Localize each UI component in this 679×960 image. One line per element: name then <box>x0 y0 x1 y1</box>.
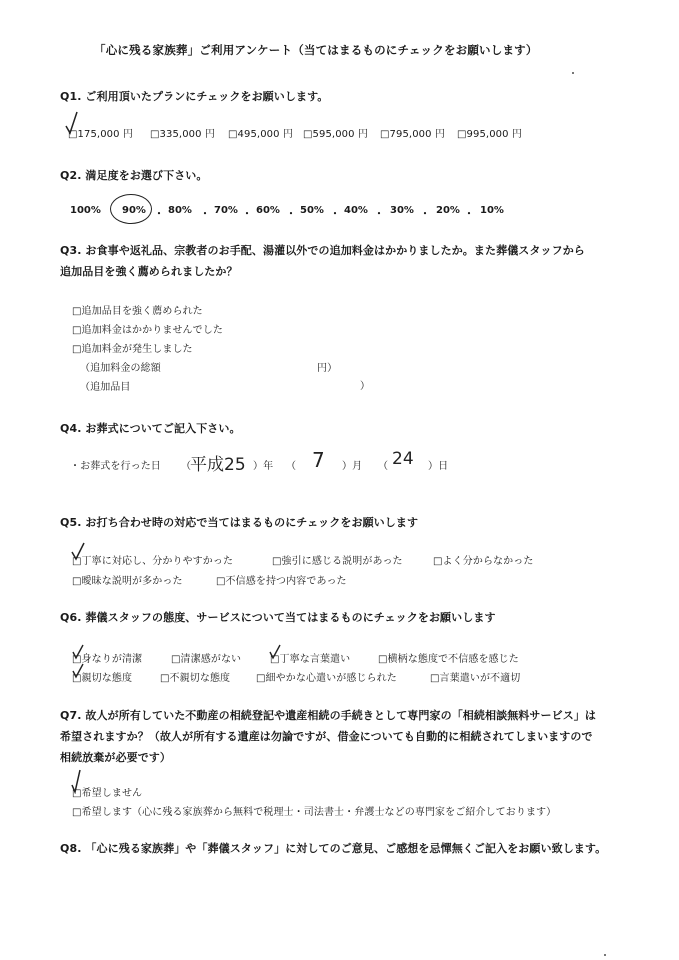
q4-handwritten-day[interactable]: 24 <box>392 449 414 469</box>
survey-title: 「心に残る家族葬」ご利用アンケート（当てはまるものにチェックをお願いします） <box>94 43 538 57</box>
q1-option-595000[interactable]: □595,000 円 <box>303 129 368 140</box>
q4-paren-open-year: （ <box>181 461 192 472</box>
q6-option-attentive[interactable]: □細やかな心遣いが感じられた <box>256 673 397 684</box>
q2-scale-80[interactable]: 80% <box>168 205 192 216</box>
q3-total-unit: 円） <box>317 363 338 374</box>
q6-option-clean-appearance[interactable]: □身なりが清潔 <box>72 654 143 665</box>
q5-option-polite-clear[interactable]: □丁寧に対応し、分かりやすかった <box>72 556 234 567</box>
q3-total-label: （追加料金の総額 <box>80 363 161 374</box>
q4-date-label: ・お葬式を行った日 <box>70 461 161 472</box>
scan-speck <box>572 72 574 74</box>
q1-option-495000[interactable]: □495,000 円 <box>228 129 293 140</box>
q3-question-line2: 追加品目を強く薦められましたか？ <box>60 265 238 278</box>
q5-option-pushy[interactable]: □強引に感じる説明があった <box>272 556 403 567</box>
q6-option-arrogant[interactable]: □横柄な態度で不信感を感じた <box>378 654 519 665</box>
q2-separator: ・ <box>420 209 430 220</box>
q2-separator: ・ <box>154 209 164 220</box>
q4-handwritten-year[interactable]: 平成25 <box>190 455 246 475</box>
q7-option-decline[interactable]: □希望しません <box>72 788 143 799</box>
q2-question: Q2. 満足度をお選び下さい。 <box>60 169 208 182</box>
scan-speck <box>604 954 606 956</box>
q2-scale-60[interactable]: 60% <box>256 205 280 216</box>
q2-separator: ・ <box>374 209 384 220</box>
q2-separator: ・ <box>330 209 340 220</box>
q3-option-no-extra-fee[interactable]: □追加料金はかかりませんでした <box>72 325 223 336</box>
q3-option-pushed-items[interactable]: □追加品目を強く薦められた <box>72 306 203 317</box>
q4-paren-open-month: （ <box>286 461 297 472</box>
q6-question: Q6. 葬儀スタッフの態度、サービスについて当てはまるものにチェックをお願いします <box>60 611 496 624</box>
q2-scale-90[interactable]: 90% <box>122 205 146 216</box>
q6-option-unkind[interactable]: □不親切な態度 <box>160 673 231 684</box>
q5-option-distrust[interactable]: □不信感を持つ内容であった <box>216 576 347 587</box>
q6-option-kind-attitude[interactable]: □親切な態度 <box>72 673 133 684</box>
q2-scale-30[interactable]: 30% <box>390 205 414 216</box>
q2-scale-50[interactable]: 50% <box>300 205 324 216</box>
q2-scale-20[interactable]: 20% <box>436 205 460 216</box>
q1-option-995000[interactable]: □995,000 円 <box>457 129 522 140</box>
q4-question: Q4. お葬式についてご記入下さい。 <box>60 422 241 435</box>
q7-question-line2: 希望されますか？（故人が所有する遺産は勿論ですが、借金についても自動的に相続されてしまいますので <box>60 730 593 743</box>
q2-scale-70[interactable]: 70% <box>214 205 238 216</box>
q3-question-line1: Q3. お食事や返礼品、宗教者のお手配、湯灌以外での追加料金はかかりましたか。また葬儀スタッフから <box>60 244 585 257</box>
q3-option-extra-fee[interactable]: □追加料金が発生しました <box>72 344 193 355</box>
q2-scale-10[interactable]: 10% <box>480 205 504 216</box>
q1-option-795000[interactable]: □795,000 円 <box>380 129 445 140</box>
q3-items-close: ） <box>360 381 371 392</box>
q3-items-label: （追加品目 <box>80 382 131 393</box>
q2-separator: ・ <box>464 209 474 220</box>
q4-day-suffix: ）日 <box>428 461 449 472</box>
q2-selection-circle <box>110 194 152 224</box>
q4-year-suffix: ）年 <box>253 461 274 472</box>
q7-question-line3: 相続放棄が必要です） <box>60 751 171 764</box>
q5-question: Q5. お打ち合わせ時の対応で当てはまるものにチェックをお願いします <box>60 516 419 529</box>
q2-separator: ・ <box>242 209 252 220</box>
q8-question: Q8. 「心に残る家族葬」や「葬儀スタッフ」に対してのご意見、ご感想を忌憚無くご記入をお願い致します。 <box>60 842 607 855</box>
q5-option-vague[interactable]: □曖昧な説明が多かった <box>72 576 183 587</box>
q4-month-suffix: ）月 <box>342 461 363 472</box>
q6-option-improper-language[interactable]: □言葉遣いが不適切 <box>430 673 521 684</box>
q6-option-polite-language[interactable]: □丁寧な言葉遣い <box>270 654 351 665</box>
q7-question-line1: Q7. 故人が所有していた不動産の相続登記や遺産相続の手続きとして専門家の「相続相談無料サービス」は <box>60 709 597 722</box>
q2-scale-40[interactable]: 40% <box>344 205 368 216</box>
q2-separator: ・ <box>286 209 296 220</box>
q1-option-175000[interactable]: □175,000 円 <box>68 129 133 140</box>
q1-question: Q1. ご利用頂いたプランにチェックをお願いします。 <box>60 90 329 103</box>
q1-option-335000[interactable]: □335,000 円 <box>150 129 215 140</box>
q4-paren-open-day: （ <box>378 461 389 472</box>
q7-option-request[interactable]: □希望します（心に残る家族葬から無料で税理士・司法書士・弁護士などの専門家をご紹介しております） <box>72 807 557 818</box>
q6-option-not-clean[interactable]: □清潔感がない <box>171 654 242 665</box>
q2-scale-100[interactable]: 100% <box>70 205 101 216</box>
q5-option-unclear[interactable]: □よく分からなかった <box>433 556 534 567</box>
q4-handwritten-month[interactable]: 7 <box>312 448 325 472</box>
q2-separator: ・ <box>200 209 210 220</box>
